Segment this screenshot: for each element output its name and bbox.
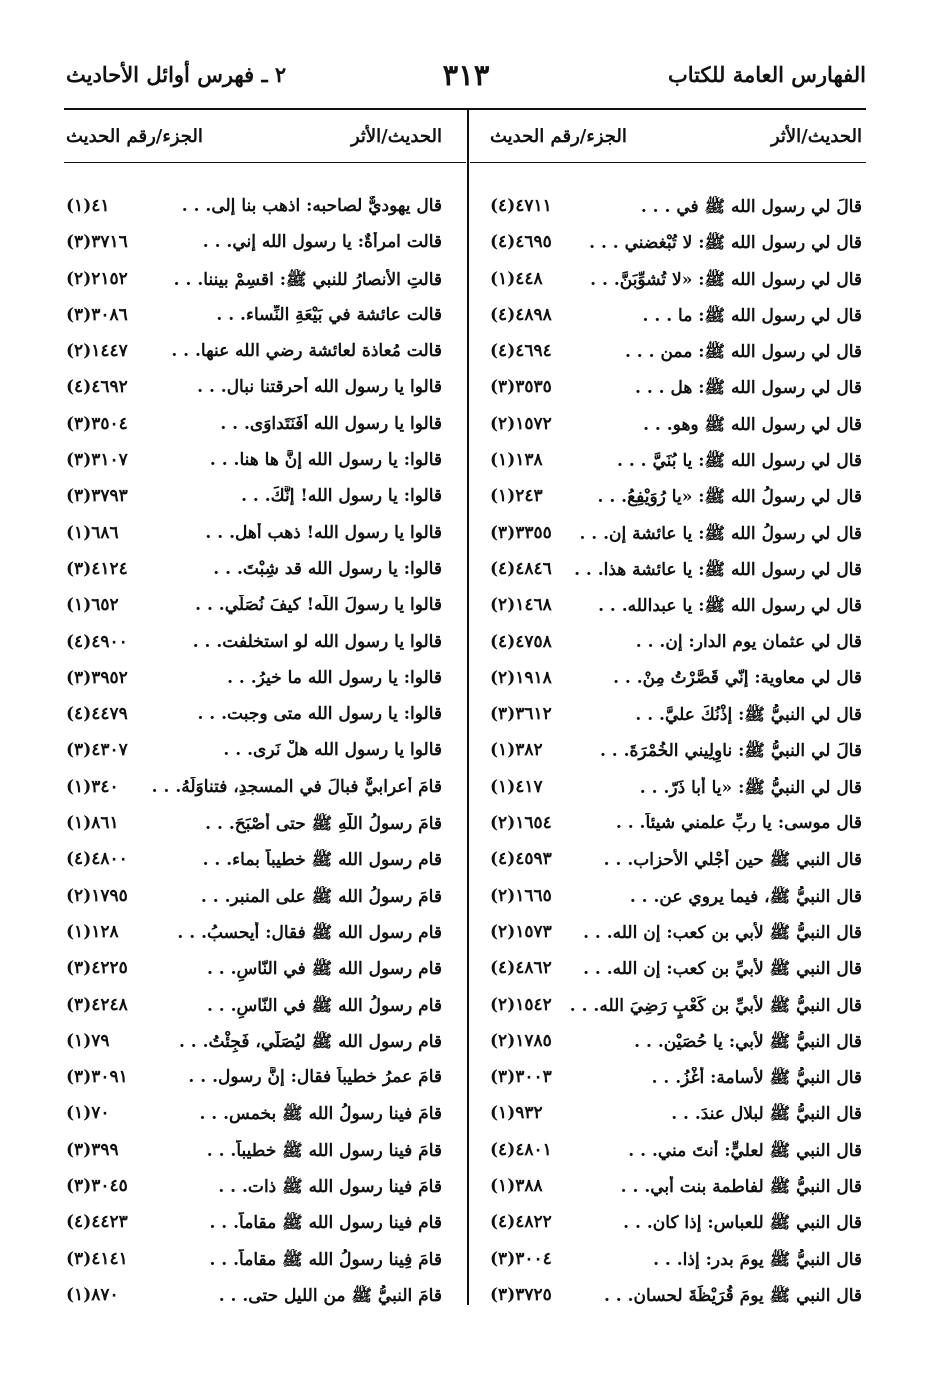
hadith-opening-text: قال النبيُّ ﷺ، فيما يروي عن. . . [629,886,862,907]
hadith-opening-text: قالوا يا رسول الله أحرقتنا نبال. . . [197,377,442,398]
volume-hadith-number: (١)٦٥٢ [66,595,119,616]
hadith-opening-text: قال لي عثمان يوم الدار: إن. . . [635,631,862,652]
volume-hadith-number: (٢)١٤٤٧ [66,341,128,362]
index-entry [490,1212,862,1248]
index-entry [490,958,862,994]
volume-hadith-number: (١)١٣٨ [490,450,543,471]
index-entry [490,450,862,486]
hadith-opening-text: قال النبيُّ ﷺ يومَ بدر: إذا. . . [653,1249,862,1270]
volume-hadith-number: (٤)٤٧١١ [490,196,552,216]
hadith-opening-text: قامَ فينا رسول الله ﷺ ذات. . . [218,1177,442,1198]
hadith-opening-text: قالوا يا رسولَ اللّه! كيفَ نُصَلّي. . . [195,595,442,616]
volume-hadith-number: (٣)٤١٢٤ [66,558,128,579]
index-entry [66,1176,442,1212]
volume-hadith-number: (٤)٤٦٩٢ [66,377,128,398]
column-header-rule [64,162,466,163]
hadith-opening-text: قالَ لي النبيُّ ﷺ: ناوِلِيني الخُمْرَةَ. . . [599,741,862,762]
index-entry [490,886,862,922]
volume-hadith-number: (٣)٤٢٤٨ [66,994,128,1015]
index-entry [66,1285,442,1321]
hadith-opening-text: قام رسول الله ﷺ خطيباً بماء. . . [202,850,442,871]
index-entry [66,1103,442,1139]
volume-hadith-number: (٣)٣٥٣٥ [490,377,552,398]
hadith-opening-text: قال لي النبيُّ ﷺ: «يا أبا ذَرّ. . . [639,777,862,798]
volume-hadith-number: (٤)٤٦٩٥ [490,232,552,253]
index-entry [66,886,442,922]
hadith-opening-text: قال النبيُّ ﷺ لأسامة: أَغْزُ. . . [651,1068,862,1089]
hadith-opening-text: قامَ عمرُ خطيباً فقال: إنَّ رسول. . . [188,1067,442,1088]
hadith-opening-text: قال لي رسولُ الله ﷺ: «يا رُوَيْفِعُ. . . [597,487,862,508]
index-entry [490,305,862,341]
volume-hadith-number: (٣)٣٠٤٥ [66,1176,128,1197]
hadith-column-heading: الحديث/الأثر [350,126,442,147]
volume-hadith-number: (٣)٣٩٥٢ [66,667,128,688]
volume-hadith-number: (١)٢٤٣ [490,486,543,507]
volume-hadith-number: (١)٣٤٠ [66,776,119,797]
volume-hadith-number: (٣)٤١٤١ [66,1248,128,1269]
hadith-opening-text: قال النبيُّ ﷺ لأبي: يا حُصَيْن. . . [634,1031,862,1052]
hadith-opening-text: قام رسول الله ﷺ ليُصَلّي، فَجِئْتُ. . . [178,1031,442,1052]
volume-hadith-number: (٢)١٩١٨ [490,667,552,688]
volume-hadith-number: (٣)٣٩٩ [66,1139,119,1160]
book-section-title: الفهارس العامة للكتاب [667,62,866,87]
hadith-opening-text: قالتِ الأنصارُ للنبي ﷺ: اقسِمْ بيننا. . . [173,269,442,290]
hadith-opening-text: قال النبي ﷺ للعباس: إذا كان. . . [623,1213,862,1234]
hadith-column-heading: الحديث/الأثر [770,126,862,147]
index-entry [66,668,442,704]
index-entry [490,486,862,522]
hadith-opening-text: قالوا يا رسول الله أفَنَتَداوَى. . . [220,413,442,434]
index-entry [66,1212,442,1248]
volume-hadith-number: (٤)٤٩٠٠ [66,631,128,652]
hadith-opening-text: قامَ رسولُ اللّهِ ﷺ حتى أصْبَحَ. . . [205,814,442,835]
index-entry [490,523,862,559]
volume-hadith-number: (٣)٣٧٢٥ [490,1284,552,1305]
right-column-entries [490,196,862,1321]
volume-hadith-number: (١)٩٣٢ [490,1103,543,1124]
index-entry [490,377,862,413]
index-entry [490,813,862,849]
hadith-opening-text: قال النبيُّ ﷺ لأُبيِّ بن كَعْبٍ رَضِيَ الله. . . [569,995,862,1016]
hadith-opening-text: قال لي معاوية: إنّي قَصَّرْتُ مِنْ. . . [613,667,862,688]
volume-hadith-number: (٣)٣٠٠٣ [490,1067,552,1088]
hadith-opening-text: قالوا: يا رسول الله قد شِبْتَ. . . [213,558,442,579]
volume-hadith-number: (٢)١٤٦٨ [490,595,552,616]
index-entry [490,196,862,232]
hadith-opening-text: قال لي رسول الله ﷺ: لا تُبْغضني . . . [589,233,862,254]
header-rule [64,108,866,110]
hadith-opening-text: قالت عائشة في بَيْعَةِ النِّساء. . . [216,304,442,325]
volume-hadith-number: (٤)٤٤٧٩ [66,704,128,725]
index-entry [66,523,442,559]
volume-hadith-number: (٣)٣٥٠٤ [66,413,128,434]
index-entry [66,341,442,377]
index-entry [66,559,442,595]
volume-hadith-number: (٣)٤٣٠٧ [66,740,128,761]
volume-hadith-number: (٤)٤٨٠١ [490,1139,552,1160]
volume-hadith-number: (١)١٢٨ [66,921,119,942]
left-column-entries [66,196,442,1321]
index-entry [490,995,862,1031]
hadith-opening-text: قال لي النبيُّ ﷺ: إذْنُكَ عليَّ. . . [635,705,862,726]
index-entry [490,341,862,377]
volume-hadith-number: (٣)٣٧١٦ [66,232,128,253]
volume-hadith-number: (١)٨٦١ [66,813,119,834]
hadith-opening-text: قال النبي ﷺ حين أُجْلي الأحزاب. . . [603,850,862,871]
volume-hadith-number: (١)٤٤٨ [490,268,543,289]
hadith-opening-text: قام رسولُ الله ﷺ في النّاسِ. . . [206,995,442,1016]
index-entry [490,1140,862,1176]
hadith-opening-text: قالوا: يا رسول الله إنَّ ها هنا. . . [209,450,442,471]
hadith-opening-text: قال لي رسول الله ﷺ: ممن . . . [624,342,862,363]
hadith-opening-text: قالت مُعاذة لعائشة رضي الله عنها. . . [171,341,442,362]
hadith-opening-text: قالوا: يا رسول الله متى وجبت. . . [197,704,442,725]
hadith-opening-text: قال لي رسول الله ﷺ: يا عبدالله. . . [598,596,862,617]
hadith-opening-text: قال لي رسول الله ﷺ: يا عائشة هذا. . . [574,559,862,580]
hadith-opening-text: قال لي رسول الله ﷺ: «لا تُشوِّبَنَّ. . . [590,269,862,290]
hadith-opening-text: قامَ فِينا رسولُ الله ﷺ مقاماً. . . [209,1249,442,1270]
volume-hadith-number: (٢)١٥٧٢ [490,413,552,434]
hadith-opening-text: قال النبيُّ ﷺ لأُبي بن كعب: إن الله. . . [583,922,862,943]
volume-hadith-number: (٣)٣١٠٧ [66,450,128,471]
hadith-opening-text: قال النبي ﷺ يومَ قُرَيْظَةَ لحسان. . . [603,1285,862,1306]
volume-hadith-number: (٤)٤٥٩٣ [490,849,552,870]
index-entry [66,450,442,486]
volume-hadith-number: (٤)٤٤٢٣ [66,1212,128,1233]
index-entry [490,1249,862,1285]
hadith-opening-text: قالوا: يا رسول الله! إنَّكَ. . . [241,486,442,507]
right-column-header [490,126,862,156]
hadith-opening-text: قال النبيُّ ﷺ لفاطمة بنت أبي. . . [620,1177,862,1198]
volume-hadith-number: (٤)٤٨٦٢ [490,958,552,979]
hadith-opening-text: قامَ النبيُّ ﷺ من الليل حتى. . . [218,1285,442,1306]
volume-hadith-number: (٣)٣٣٥٥ [490,522,552,543]
index-entry [490,668,862,704]
volume-hadith-number: (٢)١٦٦٥ [490,885,552,906]
index-entry [490,922,862,958]
index-entry [66,922,442,958]
index-entry [490,269,862,305]
volume-hadith-number: (١)٨٧٠ [66,1284,119,1305]
hadith-opening-text: قال يهوديٌّ لصاحبه: اذهب بنا إلى. . . [181,196,442,216]
hadith-opening-text: قام رسول الله ﷺ فقال: أيحسبُ. . . [177,922,442,943]
index-entry [66,232,442,268]
column-divider [467,110,469,1305]
index-entry [66,958,442,994]
volume-hadith-number: (١)٦٨٦ [66,522,119,543]
hadith-opening-text: قال النبي ﷺ لعليٍّ: أنتَ مني. . . [628,1140,862,1161]
hadith-opening-text: قال النبيُّ ﷺ لبلال عندَ. . . [671,1104,862,1125]
running-head [66,58,866,102]
hadith-opening-text: قالوا يا رسول الله لو استخلفت. . . [192,631,442,652]
hadith-opening-text: قال لي رسول الله ﷺ وهو. . . [643,414,862,435]
volume-hadith-number: (٤)٤٦٩٤ [490,341,552,362]
hadith-opening-text: قال النبي ﷺ لأُبيِّ بن كعب: إن الله. . . [583,959,862,980]
volume-hadith-number: (٣)٣٠٩١ [66,1067,128,1088]
volume-hadith-number: (٤)٤٨٩٨ [490,304,552,325]
index-entry [490,740,862,776]
index-entry [66,269,442,305]
hadith-opening-text: قالت امرأةٌ: يا رسول الله إني. . . [202,232,442,253]
index-entry [490,1103,862,1139]
volume-hadith-number: (٢)١٧٨٥ [490,1030,552,1051]
volume-hadith-number: (٤)٤٨٢٢ [490,1212,552,1233]
volume-hadith-number: (٢)١٦٥٤ [490,813,552,834]
volume-hadith-number: (١)٣٨٨ [490,1176,543,1197]
hadith-opening-text: قال لي رسولُ الله ﷺ: يا عائشة إن. . . [579,523,862,544]
hadith-opening-text: قالوا يا رسول الله هلْ نَرى. . . [223,740,442,761]
index-entry [66,1031,442,1067]
index-entry [490,632,862,668]
hadith-opening-text: قالَ لي رسول الله ﷺ في . . . [640,197,862,217]
hadith-opening-text: قالوا: يا رسول الله ما خيرُ. . . [227,667,442,688]
hadith-opening-text: قالوا يا رسول الله! ذهب أهل. . . [205,522,442,543]
index-entry [490,559,862,595]
volume-hadith-number: (٤)٤٨٤٦ [490,558,552,579]
volume-hadith-number: (٣)٣٠٨٦ [66,304,128,325]
index-entry [66,704,442,740]
hadith-opening-text: قامَ رسولُ الله ﷺ على المنبر. . . [200,886,442,907]
index-entry [66,196,442,232]
volume-hadith-number: (٤)٤٧٥٨ [490,631,552,652]
volume-hadith-number: (٣)٤٢٢٥ [66,958,128,979]
hadith-opening-text: قام فينا رسول الله ﷺ مقاماً. . . [209,1213,442,1234]
index-entry [490,414,862,450]
index-entry [66,1140,442,1176]
index-entry [490,704,862,740]
index-entry [490,849,862,885]
index-title: ٢ ـ فهرس أوائل الأحاديث [66,62,287,87]
index-entry [66,813,442,849]
index-entry [490,777,862,813]
index-entry [66,777,442,813]
hadith-opening-text: قال لي رسول الله ﷺ: يا بُنَيَّ . . . [616,451,862,472]
index-entry [66,995,442,1031]
volume-hadith-number: (٢)١٧٩٥ [66,885,128,906]
volume-hadith-number: (٣)٣٠٠٤ [490,1248,552,1269]
index-entry [490,1285,862,1321]
index-entry [66,1249,442,1285]
index-entry [66,305,442,341]
index-entry [66,740,442,776]
index-entry [490,1176,862,1212]
hadith-opening-text: قامَ أعرابيٌّ فبالَ في المسجدِ، فتناوَلَهُ. . . [151,776,442,797]
index-entry [66,632,442,668]
volume-hadith-number: (١)٧٠ [66,1103,110,1124]
index-entry [66,414,442,450]
volume-hadith-number: (٢)٢١٥٢ [66,268,128,289]
index-entry [490,595,862,631]
hadith-opening-text: قال موسى: يا ربِّ علمني شيئاً. . . [615,813,862,834]
page-number: ٣١٣ [442,58,490,92]
volume-hadith-number: (٣)٣٦١٢ [490,704,552,725]
hadith-opening-text: قامَ فينا رسول الله ﷺ خطيباً. . . [206,1140,442,1161]
index-entry [66,486,442,522]
volume-hadith-number: (١)٧٩ [66,1030,110,1051]
volume-hadith-number: (١)٤١٧ [490,776,543,797]
volume-hadith-number: (١)٤١ [66,196,110,216]
left-column-header [66,126,442,156]
volume-hadith-number: (٤)٤٨٠٠ [66,849,128,870]
index-entry [66,377,442,413]
index-entry [66,849,442,885]
hadith-opening-text: قال لي رسول الله ﷺ: ما . . . [642,305,862,326]
index-entry [490,232,862,268]
hadith-opening-text: قام رسول الله ﷺ في النّاسِ. . . [206,959,442,980]
index-entry [490,1031,862,1067]
index-entry [490,1067,862,1103]
index-entry [66,595,442,631]
column-header-rule [470,162,866,163]
reference-column-heading: الجزء/رقم الحديث [490,126,627,147]
volume-hadith-number: (٢)١٥٤٢ [490,994,552,1015]
reference-column-heading: الجزء/رقم الحديث [66,126,203,147]
volume-hadith-number: (١)٣٨٢ [490,740,543,761]
volume-hadith-number: (٣)٣٧٩٣ [66,486,128,507]
volume-hadith-number: (٢)١٥٧٣ [490,921,552,942]
index-entry [66,1067,442,1103]
hadith-opening-text: قال لي رسول الله ﷺ: هل . . . [635,378,862,399]
hadith-opening-text: قامَ فينا رسولُ الله ﷺ بخمس. . . [199,1104,442,1125]
